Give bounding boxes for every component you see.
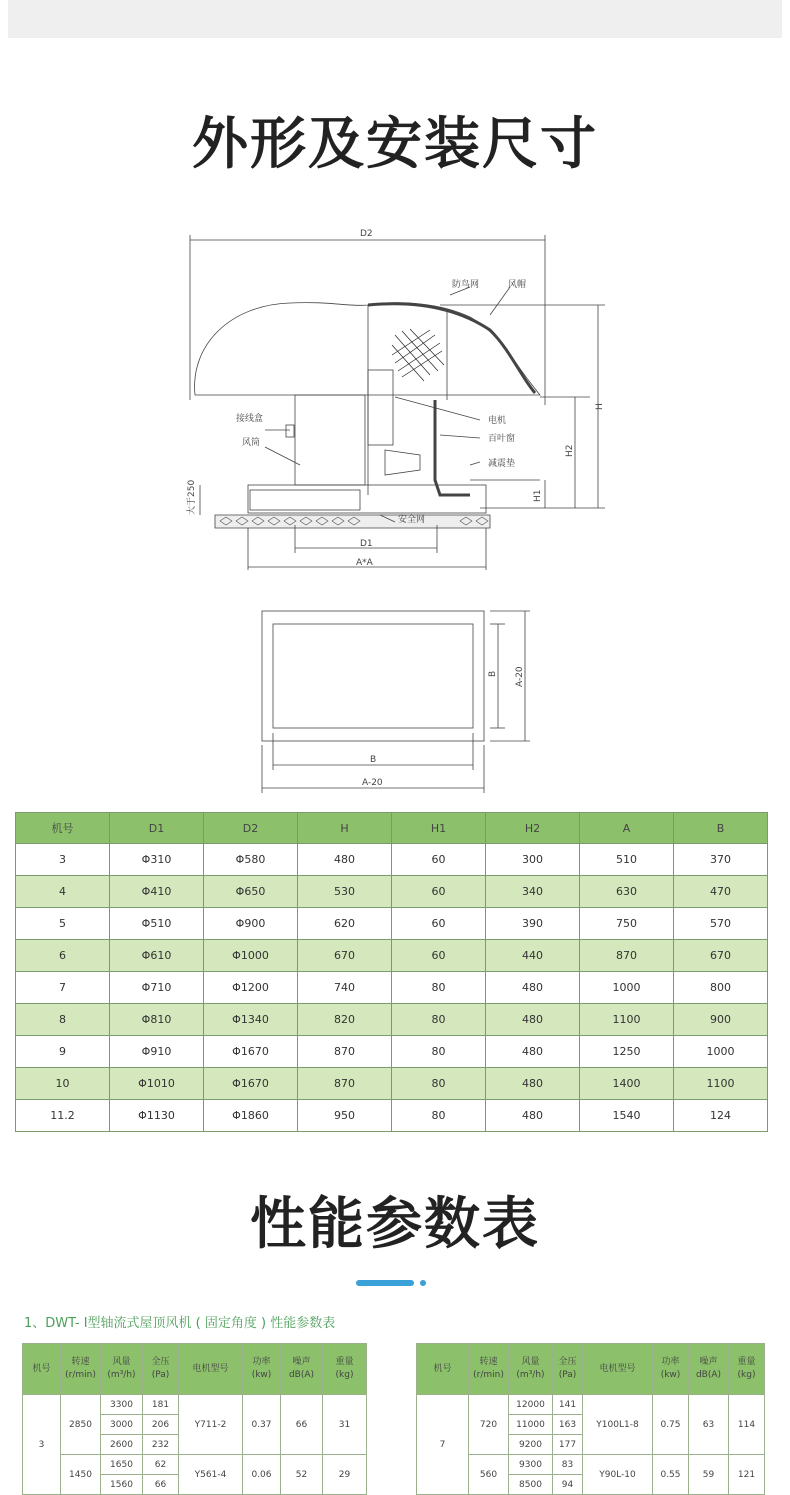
dim-table-cell: 300 (486, 844, 580, 876)
dim-table-cell: Φ900 (204, 908, 298, 940)
perf-motor-cell: Y90L-10 (583, 1455, 653, 1495)
dim-table-cell: 670 (298, 940, 392, 972)
dim-table-cell: Φ650 (204, 876, 298, 908)
perf-model-cell: 3 (23, 1395, 61, 1495)
perf-header-line1: 转速 (479, 1357, 498, 1367)
dim-table-cell: Φ710 (110, 972, 204, 1004)
installation-diagram (0, 225, 790, 575)
perf-header-line1: 转速 (71, 1357, 90, 1367)
dim-table-cell: Φ1340 (204, 1004, 298, 1036)
dim-table-header-cell: B (674, 813, 768, 844)
performance-table-right (416, 1343, 765, 1495)
perf-header-cell (583, 1344, 653, 1395)
dim-table-cell: 480 (486, 972, 580, 1004)
label-d2: D2 (360, 229, 373, 239)
perf-header-line2: (m³/h) (107, 1370, 136, 1380)
perf-header-cell (179, 1344, 243, 1395)
label-b-vertical: B (488, 670, 498, 677)
dim-table-header-cell: 机号 (16, 813, 110, 844)
perf-header-line1: 风量 (112, 1357, 131, 1367)
top-banner (8, 0, 782, 38)
dim-table-cell: 870 (298, 1036, 392, 1068)
perf-weight-cell: 29 (323, 1455, 367, 1495)
perf-header-cell (509, 1344, 553, 1395)
perf-row (417, 1395, 765, 1415)
dim-table-cell: 1540 (580, 1100, 674, 1132)
perf-header-cell (101, 1344, 143, 1395)
dim-table-cell: 80 (392, 1068, 486, 1100)
dim-table-cell: Φ310 (110, 844, 204, 876)
dim-table-cell: 870 (298, 1068, 392, 1100)
dim-table-cell: 6 (16, 940, 110, 972)
perf-header-cell (469, 1344, 509, 1395)
label-b-horizontal: B (370, 755, 377, 765)
perf-header-line2: (kg) (737, 1370, 756, 1380)
perf-header-line2: (r/min) (473, 1370, 504, 1380)
dim-table-row (16, 972, 768, 1004)
perf-header-line1: 噪声 (699, 1357, 718, 1367)
perf-header-cell (653, 1344, 689, 1395)
perf-right-body (417, 1395, 765, 1495)
section-title-dimensions: 外形及安装尺寸 (192, 112, 598, 177)
label-h1: H1 (533, 489, 543, 502)
dim-table-cell: 80 (392, 1004, 486, 1036)
label-junction-box: 接线盒 (236, 414, 264, 424)
dim-table-cell: Φ1010 (110, 1068, 204, 1100)
dim-table-cell: 80 (392, 972, 486, 1004)
dim-table-cell: 870 (580, 940, 674, 972)
perf-header-cell (143, 1344, 179, 1395)
dimension-table (15, 812, 768, 1132)
dim-table-row (16, 844, 768, 876)
perf-noise-cell: 59 (689, 1455, 729, 1495)
dim-table-cell: 390 (486, 908, 580, 940)
dim-table-cell: Φ580 (204, 844, 298, 876)
dim-table-cell: 1100 (580, 1004, 674, 1036)
dim-table-cell: 80 (392, 1036, 486, 1068)
dim-table-cell: 1100 (674, 1068, 768, 1100)
perf-noise-cell: 66 (281, 1395, 323, 1455)
dim-table-cell: 570 (674, 908, 768, 940)
section-title-performance: 性能参数表 (250, 1192, 540, 1257)
dim-table-cell: 124 (674, 1100, 768, 1132)
perf-power-cell: 0.55 (653, 1455, 689, 1495)
perf-header-line1: 功率 (661, 1357, 680, 1367)
dim-table-cell: 750 (580, 908, 674, 940)
perf-pressure-cell: 206 (143, 1415, 179, 1435)
dim-table-cell: 10 (16, 1068, 110, 1100)
perf-header-line2: (m³/h) (516, 1370, 545, 1380)
perf-header-cell (61, 1344, 101, 1395)
dim-table-row (16, 1100, 768, 1132)
perf-speed-cell: 720 (469, 1395, 509, 1455)
perf-noise-cell: 63 (689, 1395, 729, 1455)
label-bird-net: 防鸟网 (452, 280, 480, 290)
perf-pressure-cell: 66 (143, 1475, 179, 1495)
perf-pressure-cell: 83 (553, 1455, 583, 1475)
label-a20-horizontal: A-20 (362, 778, 383, 788)
dim-table-cell: 60 (392, 908, 486, 940)
perf-pressure-cell: 177 (553, 1435, 583, 1455)
perf-right-header-row (417, 1344, 765, 1395)
perf-header-line1: 全压 (558, 1357, 577, 1367)
perf-pressure-cell: 232 (143, 1435, 179, 1455)
perf-header-line1: 风量 (521, 1357, 540, 1367)
performance-table-left (22, 1343, 367, 1495)
dim-table-cell: 470 (674, 876, 768, 908)
dim-table-cell: Φ610 (110, 940, 204, 972)
dim-table-cell: 1000 (674, 1036, 768, 1068)
perf-speed-cell: 1450 (61, 1455, 101, 1495)
dim-table-row (16, 1068, 768, 1100)
perf-pressure-cell: 94 (553, 1475, 583, 1495)
perf-header-line1: 重量 (737, 1357, 756, 1367)
dim-table-cell: Φ810 (110, 1004, 204, 1036)
dim-table-header-cell: D2 (204, 813, 298, 844)
dim-table-cell: 670 (674, 940, 768, 972)
perf-header-line2: (kw) (660, 1370, 681, 1380)
dim-table-cell: 820 (298, 1004, 392, 1036)
dim-table-row (16, 1036, 768, 1068)
perf-header-cell (243, 1344, 281, 1395)
perf-row (23, 1455, 367, 1475)
dim-table-cell: 480 (486, 1036, 580, 1068)
label-duct: 风筒 (242, 438, 261, 448)
perf-pressure-cell: 141 (553, 1395, 583, 1415)
perf-header-line2: (r/min) (65, 1370, 96, 1380)
perf-flow-cell: 3000 (101, 1415, 143, 1435)
dim-table-cell: 340 (486, 876, 580, 908)
dim-table-cell: Φ1000 (204, 940, 298, 972)
dim-table-cell: 900 (674, 1004, 768, 1036)
perf-header-line2: dB(A) (288, 1370, 315, 1380)
dim-table-cell: 9 (16, 1036, 110, 1068)
perf-row (23, 1395, 367, 1415)
dim-table-cell: 7 (16, 972, 110, 1004)
perf-weight-cell: 121 (729, 1455, 765, 1495)
dim-table-cell: Φ910 (110, 1036, 204, 1068)
label-gt250: 大于250 (187, 479, 197, 515)
perf-pressure-cell: 163 (553, 1415, 583, 1435)
label-a20-vertical: A-20 (515, 666, 525, 687)
perf-header-line1: 机号 (433, 1363, 452, 1374)
dim-table-row (16, 876, 768, 908)
perf-header-line2: (Pa) (151, 1370, 170, 1380)
dim-table-header-cell: H1 (392, 813, 486, 844)
perf-power-cell: 0.06 (243, 1455, 281, 1495)
dim-table-header-row (16, 813, 768, 844)
perf-header-line1: 机号 (32, 1363, 51, 1374)
dim-table-body (16, 844, 768, 1132)
perf-header-line1: 重量 (335, 1357, 354, 1367)
perf-header-cell (417, 1344, 469, 1395)
perf-header-line1: 噪声 (292, 1357, 311, 1367)
perf-pressure-cell: 62 (143, 1455, 179, 1475)
dim-table-cell: 480 (486, 1004, 580, 1036)
dim-table-cell: 3 (16, 844, 110, 876)
label-axa: A*A (356, 558, 373, 568)
dim-table-cell: Φ1200 (204, 972, 298, 1004)
performance-table-caption: 1、DWT- Ⅰ型轴流式屋顶风机 ( 固定角度 ) 性能参数表 (24, 1316, 336, 1331)
dim-table-cell: 8 (16, 1004, 110, 1036)
dim-table-cell: Φ510 (110, 908, 204, 940)
dim-table-cell: 530 (298, 876, 392, 908)
perf-header-cell (729, 1344, 765, 1395)
perf-model-cell: 7 (417, 1395, 469, 1495)
perf-header-line2: dB(A) (695, 1370, 722, 1380)
divider-dot (420, 1280, 426, 1286)
dim-table-cell: 800 (674, 972, 768, 1004)
perf-power-cell: 0.37 (243, 1395, 281, 1455)
dim-table-header-cell: D1 (110, 813, 204, 844)
dim-table-cell: 60 (392, 940, 486, 972)
dim-table-header-cell: H2 (486, 813, 580, 844)
perf-flow-cell: 2600 (101, 1435, 143, 1455)
perf-pressure-cell: 181 (143, 1395, 179, 1415)
dim-table-cell: 1000 (580, 972, 674, 1004)
dim-table-header-cell: H (298, 813, 392, 844)
dim-table-cell: 740 (298, 972, 392, 1004)
dim-table-cell: 60 (392, 876, 486, 908)
perf-flow-cell: 3300 (101, 1395, 143, 1415)
dim-table-cell: Φ1670 (204, 1068, 298, 1100)
perf-header-line2: (kg) (335, 1370, 354, 1380)
dim-table-row (16, 1004, 768, 1036)
perf-motor-cell: Y100L1-8 (583, 1395, 653, 1455)
perf-weight-cell: 31 (323, 1395, 367, 1455)
perf-header-line2: (kw) (251, 1370, 272, 1380)
perf-left-header-row (23, 1344, 367, 1395)
perf-header-line1: 电机型号 (192, 1363, 229, 1374)
dim-table-cell: 5 (16, 908, 110, 940)
dim-table-cell: Φ1130 (110, 1100, 204, 1132)
dim-table-cell: Φ410 (110, 876, 204, 908)
perf-motor-cell: Y561-4 (179, 1455, 243, 1495)
perf-motor-cell: Y711-2 (179, 1395, 243, 1455)
dim-table-cell: 1400 (580, 1068, 674, 1100)
perf-flow-cell: 11000 (509, 1415, 553, 1435)
dim-table-cell: 620 (298, 908, 392, 940)
perf-flow-cell: 9200 (509, 1435, 553, 1455)
label-louver: 百叶窗 (488, 434, 516, 444)
perf-flow-cell: 8500 (509, 1475, 553, 1495)
perf-header-line2: (Pa) (558, 1370, 577, 1380)
perf-header-cell (689, 1344, 729, 1395)
perf-header-cell (23, 1344, 61, 1395)
perf-weight-cell: 114 (729, 1395, 765, 1455)
perf-power-cell: 0.75 (653, 1395, 689, 1455)
dim-table-cell: 80 (392, 1100, 486, 1132)
perf-header-cell (281, 1344, 323, 1395)
dim-table-cell: 480 (486, 1068, 580, 1100)
dim-table-cell: 4 (16, 876, 110, 908)
perf-noise-cell: 52 (281, 1455, 323, 1495)
label-h2: H2 (565, 444, 575, 457)
label-d1: D1 (360, 539, 373, 549)
dim-table-cell: 60 (392, 844, 486, 876)
perf-header-line1: 电机型号 (599, 1363, 636, 1374)
label-damper: 减震垫 (488, 459, 516, 469)
dim-table-cell: Φ1670 (204, 1036, 298, 1068)
perf-flow-cell: 9300 (509, 1455, 553, 1475)
label-motor: 电机 (488, 416, 507, 426)
perf-header-line1: 功率 (252, 1357, 271, 1367)
perf-header-line1: 全压 (151, 1357, 170, 1367)
dim-table-cell: 480 (486, 1100, 580, 1132)
dim-table-cell: 950 (298, 1100, 392, 1132)
dim-table-cell: 1250 (580, 1036, 674, 1068)
perf-speed-cell: 560 (469, 1455, 509, 1495)
dim-table-row (16, 940, 768, 972)
label-h: H (595, 403, 605, 410)
dim-table-cell: 630 (580, 876, 674, 908)
dim-table-cell: 510 (580, 844, 674, 876)
perf-header-cell (553, 1344, 583, 1395)
dim-table-cell: 370 (674, 844, 768, 876)
dim-table-row (16, 908, 768, 940)
label-hood: 风帽 (508, 280, 527, 290)
dim-table-cell: 440 (486, 940, 580, 972)
perf-speed-cell: 2850 (61, 1395, 101, 1455)
dim-table-header-cell: A (580, 813, 674, 844)
label-safety-net: 安全网 (398, 515, 426, 525)
divider-bar (356, 1280, 414, 1286)
plan-view-diagram (0, 605, 790, 800)
dim-table-cell: 11.2 (16, 1100, 110, 1132)
perf-flow-cell: 12000 (509, 1395, 553, 1415)
perf-flow-cell: 1650 (101, 1455, 143, 1475)
dim-table-cell: 480 (298, 844, 392, 876)
perf-flow-cell: 1560 (101, 1475, 143, 1495)
perf-header-cell (323, 1344, 367, 1395)
perf-left-body (23, 1395, 367, 1495)
dim-table-cell: Φ1860 (204, 1100, 298, 1132)
perf-row (417, 1455, 765, 1475)
